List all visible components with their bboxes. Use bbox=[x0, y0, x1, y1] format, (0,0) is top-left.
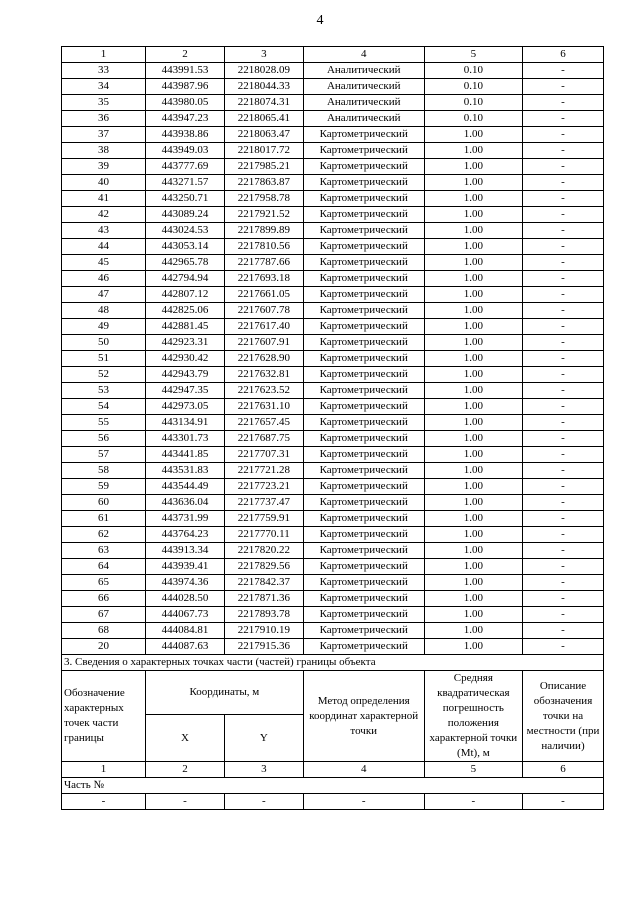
point-number-cell: 60 bbox=[62, 495, 146, 511]
method-cell: Картометрический bbox=[303, 143, 424, 159]
y-header: Y bbox=[224, 715, 303, 762]
x-coordinate-cell: 442881.45 bbox=[146, 319, 225, 335]
section-3-header-row bbox=[62, 671, 604, 715]
y-coordinate-cell: 2217657.45 bbox=[224, 415, 303, 431]
method-cell: Картометрический bbox=[303, 271, 424, 287]
accuracy-cell: 1.00 bbox=[424, 431, 522, 447]
table-row bbox=[62, 367, 604, 383]
table-row bbox=[62, 127, 604, 143]
y-coordinate-cell: 2217863.87 bbox=[224, 175, 303, 191]
accuracy-cell: 1.00 bbox=[424, 527, 522, 543]
method-cell: Картометрический bbox=[303, 223, 424, 239]
description-cell: - bbox=[523, 255, 604, 271]
point-number-cell: 66 bbox=[62, 591, 146, 607]
method-cell: Картометрический bbox=[303, 575, 424, 591]
point-number-cell: 41 bbox=[62, 191, 146, 207]
y-coordinate-cell: 2217607.78 bbox=[224, 303, 303, 319]
table-row bbox=[62, 479, 604, 495]
table-row bbox=[62, 159, 604, 175]
x-coordinate-cell: 443764.23 bbox=[146, 527, 225, 543]
y-coordinate-cell: 2217871.36 bbox=[224, 591, 303, 607]
x-coordinate-cell: 442947.35 bbox=[146, 383, 225, 399]
description-cell: - bbox=[523, 543, 604, 559]
description-cell: - bbox=[523, 527, 604, 543]
y-coordinate-cell: 2217687.75 bbox=[224, 431, 303, 447]
x-coordinate-cell: 443947.23 bbox=[146, 111, 225, 127]
description-cell: - bbox=[523, 591, 604, 607]
table-row bbox=[62, 639, 604, 655]
point-number-cell: 51 bbox=[62, 351, 146, 367]
column-number: 5 bbox=[424, 47, 522, 63]
page-number: 4 bbox=[316, 13, 324, 28]
point-number-cell: 44 bbox=[62, 239, 146, 255]
y-coordinate-cell: 2217631.10 bbox=[224, 399, 303, 415]
empty-data-row bbox=[62, 794, 604, 810]
part-label: Часть № bbox=[62, 778, 604, 794]
table-row bbox=[62, 463, 604, 479]
description-cell: - bbox=[523, 319, 604, 335]
x-coordinate-cell: 443134.91 bbox=[146, 415, 225, 431]
method-cell: Картометрический bbox=[303, 543, 424, 559]
x-coordinate-cell: 444067.73 bbox=[146, 607, 225, 623]
accuracy-cell: 1.00 bbox=[424, 399, 522, 415]
accuracy-cell: 1.00 bbox=[424, 543, 522, 559]
x-coordinate-cell: 443089.24 bbox=[146, 207, 225, 223]
accuracy-cell: 1.00 bbox=[424, 303, 522, 319]
y-coordinate-cell: 2217617.40 bbox=[224, 319, 303, 335]
y-coordinate-cell: 2218017.72 bbox=[224, 143, 303, 159]
accuracy-cell: 1.00 bbox=[424, 639, 522, 655]
description-cell: - bbox=[523, 287, 604, 303]
y-coordinate-cell: 2218074.31 bbox=[224, 95, 303, 111]
description-cell: - bbox=[523, 639, 604, 655]
x-coordinate-cell: 443731.99 bbox=[146, 511, 225, 527]
coordinates-header: Координаты, м bbox=[146, 671, 304, 715]
method-cell: Картометрический bbox=[303, 511, 424, 527]
method-cell: Картометрический bbox=[303, 559, 424, 575]
table-cell: - bbox=[303, 794, 424, 810]
x-coordinate-cell: 443974.36 bbox=[146, 575, 225, 591]
y-coordinate-cell: 2217623.52 bbox=[224, 383, 303, 399]
column-number: 6 bbox=[523, 47, 604, 63]
x-coordinate-cell: 443301.73 bbox=[146, 431, 225, 447]
y-coordinate-cell: 2217721.28 bbox=[224, 463, 303, 479]
column-number: 1 bbox=[62, 47, 146, 63]
point-number-cell: 57 bbox=[62, 447, 146, 463]
accuracy-cell: 1.00 bbox=[424, 559, 522, 575]
method-cell: Картометрический bbox=[303, 207, 424, 223]
method-cell: Картометрический bbox=[303, 623, 424, 639]
table-row bbox=[62, 591, 604, 607]
table-row bbox=[62, 143, 604, 159]
accuracy-header: Средняя квадратическая погрешность положения характерной точки (Мt), м bbox=[424, 671, 522, 762]
point-number-cell: 64 bbox=[62, 559, 146, 575]
y-coordinate-cell: 2218063.47 bbox=[224, 127, 303, 143]
point-designation-header: Обозначение характерных точек части границы bbox=[62, 671, 146, 762]
x-coordinate-cell: 443913.34 bbox=[146, 543, 225, 559]
accuracy-cell: 1.00 bbox=[424, 607, 522, 623]
table-row bbox=[62, 239, 604, 255]
table-row bbox=[62, 175, 604, 191]
description-cell: - bbox=[523, 79, 604, 95]
method-cell: Картометрический bbox=[303, 367, 424, 383]
method-cell: Картометрический bbox=[303, 415, 424, 431]
point-number-cell: 43 bbox=[62, 223, 146, 239]
point-number-cell: 20 bbox=[62, 639, 146, 655]
y-coordinate-cell: 2217632.81 bbox=[224, 367, 303, 383]
method-cell: Картометрический bbox=[303, 239, 424, 255]
accuracy-cell: 0.10 bbox=[424, 79, 522, 95]
x-coordinate-cell: 444028.50 bbox=[146, 591, 225, 607]
y-coordinate-cell: 2217628.90 bbox=[224, 351, 303, 367]
point-number-cell: 46 bbox=[62, 271, 146, 287]
table-row bbox=[62, 415, 604, 431]
table-row bbox=[62, 79, 604, 95]
accuracy-cell: 1.00 bbox=[424, 447, 522, 463]
table-cell: - bbox=[224, 794, 303, 810]
description-cell: - bbox=[523, 399, 604, 415]
description-cell: - bbox=[523, 127, 604, 143]
method-cell: Картометрический bbox=[303, 383, 424, 399]
point-number-cell: 37 bbox=[62, 127, 146, 143]
x-coordinate-cell: 443991.53 bbox=[146, 63, 225, 79]
y-coordinate-cell: 2217737.47 bbox=[224, 495, 303, 511]
method-cell: Аналитический bbox=[303, 79, 424, 95]
accuracy-cell: 1.00 bbox=[424, 207, 522, 223]
description-cell: - bbox=[523, 623, 604, 639]
method-cell: Картометрический bbox=[303, 591, 424, 607]
accuracy-cell: 1.00 bbox=[424, 159, 522, 175]
accuracy-cell: 1.00 bbox=[424, 335, 522, 351]
y-coordinate-cell: 2217810.56 bbox=[224, 239, 303, 255]
x-coordinate-cell: 443441.85 bbox=[146, 447, 225, 463]
method-cell: Аналитический bbox=[303, 63, 424, 79]
table-row bbox=[62, 527, 604, 543]
table-row bbox=[62, 303, 604, 319]
x-coordinate-cell: 443544.49 bbox=[146, 479, 225, 495]
description-cell: - bbox=[523, 175, 604, 191]
table-row bbox=[62, 335, 604, 351]
point-number-cell: 68 bbox=[62, 623, 146, 639]
x-coordinate-cell: 443250.71 bbox=[146, 191, 225, 207]
method-cell: Картометрический bbox=[303, 303, 424, 319]
y-coordinate-cell: 2218044.33 bbox=[224, 79, 303, 95]
accuracy-cell: 0.10 bbox=[424, 63, 522, 79]
description-cell: - bbox=[523, 479, 604, 495]
y-coordinate-cell: 2217921.52 bbox=[224, 207, 303, 223]
y-coordinate-cell: 2217829.56 bbox=[224, 559, 303, 575]
description-cell: - bbox=[523, 143, 604, 159]
method-cell: Картометрический bbox=[303, 447, 424, 463]
y-coordinate-cell: 2218028.09 bbox=[224, 63, 303, 79]
accuracy-cell: 1.00 bbox=[424, 623, 522, 639]
method-cell: Аналитический bbox=[303, 95, 424, 111]
x-coordinate-cell: 443636.04 bbox=[146, 495, 225, 511]
table-cell: - bbox=[62, 794, 146, 810]
table-row bbox=[62, 575, 604, 591]
accuracy-cell: 1.00 bbox=[424, 495, 522, 511]
x-coordinate-cell: 442973.05 bbox=[146, 399, 225, 415]
x-coordinate-cell: 442943.79 bbox=[146, 367, 225, 383]
y-coordinate-cell: 2217787.66 bbox=[224, 255, 303, 271]
method-cell: Картометрический bbox=[303, 431, 424, 447]
column-number: 2 bbox=[146, 762, 225, 778]
y-coordinate-cell: 2217693.18 bbox=[224, 271, 303, 287]
description-cell: - bbox=[523, 495, 604, 511]
point-number-cell: 67 bbox=[62, 607, 146, 623]
column-number: 3 bbox=[224, 47, 303, 63]
description-cell: - bbox=[523, 191, 604, 207]
table-row bbox=[62, 207, 604, 223]
column-number: 4 bbox=[303, 47, 424, 63]
section-3-title: 3. Сведения о характерных точках части (частей) границы объекта bbox=[62, 655, 604, 671]
table-cell: - bbox=[146, 794, 225, 810]
table-row bbox=[62, 95, 604, 111]
accuracy-cell: 1.00 bbox=[424, 463, 522, 479]
x-coordinate-cell: 442923.31 bbox=[146, 335, 225, 351]
accuracy-cell: 1.00 bbox=[424, 415, 522, 431]
description-cell: - bbox=[523, 431, 604, 447]
description-cell: - bbox=[523, 415, 604, 431]
y-coordinate-cell: 2217661.05 bbox=[224, 287, 303, 303]
description-cell: - bbox=[523, 559, 604, 575]
column-number: 3 bbox=[224, 762, 303, 778]
x-coordinate-cell: 443271.57 bbox=[146, 175, 225, 191]
accuracy-cell: 1.00 bbox=[424, 367, 522, 383]
x-coordinate-cell: 442807.12 bbox=[146, 287, 225, 303]
description-cell: - bbox=[523, 95, 604, 111]
description-cell: - bbox=[523, 367, 604, 383]
x-coordinate-cell: 443980.05 bbox=[146, 95, 225, 111]
description-cell: - bbox=[523, 159, 604, 175]
accuracy-cell: 1.00 bbox=[424, 223, 522, 239]
point-number-cell: 48 bbox=[62, 303, 146, 319]
table-cell: - bbox=[523, 794, 604, 810]
y-coordinate-cell: 2217820.22 bbox=[224, 543, 303, 559]
description-header: Описание обозначения точки на местности (при наличии) bbox=[523, 671, 604, 762]
point-number-cell: 42 bbox=[62, 207, 146, 223]
point-number-cell: 45 bbox=[62, 255, 146, 271]
point-number-cell: 35 bbox=[62, 95, 146, 111]
table-row bbox=[62, 447, 604, 463]
method-cell: Картометрический bbox=[303, 255, 424, 271]
accuracy-cell: 1.00 bbox=[424, 191, 522, 207]
point-number-cell: 52 bbox=[62, 367, 146, 383]
column-number-row bbox=[62, 47, 604, 63]
table-row bbox=[62, 543, 604, 559]
description-cell: - bbox=[523, 303, 604, 319]
method-cell: Картометрический bbox=[303, 495, 424, 511]
y-coordinate-cell: 2217910.19 bbox=[224, 623, 303, 639]
point-number-cell: 65 bbox=[62, 575, 146, 591]
method-cell: Картометрический bbox=[303, 607, 424, 623]
x-coordinate-cell: 444084.81 bbox=[146, 623, 225, 639]
accuracy-cell: 1.00 bbox=[424, 175, 522, 191]
description-cell: - bbox=[523, 607, 604, 623]
description-cell: - bbox=[523, 447, 604, 463]
y-coordinate-cell: 2217893.78 bbox=[224, 607, 303, 623]
table-row bbox=[62, 495, 604, 511]
table-row bbox=[62, 223, 604, 239]
column-number: 6 bbox=[523, 762, 604, 778]
table-row bbox=[62, 191, 604, 207]
column-number: 4 bbox=[303, 762, 424, 778]
point-number-cell: 56 bbox=[62, 431, 146, 447]
x-coordinate-cell: 443531.83 bbox=[146, 463, 225, 479]
part-label-row bbox=[62, 778, 604, 794]
table-row bbox=[62, 607, 604, 623]
accuracy-cell: 1.00 bbox=[424, 591, 522, 607]
description-cell: - bbox=[523, 575, 604, 591]
table-row bbox=[62, 623, 604, 639]
point-number-cell: 55 bbox=[62, 415, 146, 431]
y-coordinate-cell: 2217958.78 bbox=[224, 191, 303, 207]
point-number-cell: 40 bbox=[62, 175, 146, 191]
point-number-cell: 33 bbox=[62, 63, 146, 79]
method-header: Метод определения координат характерной точки bbox=[303, 671, 424, 762]
method-cell: Картометрический bbox=[303, 527, 424, 543]
section-3-number-row bbox=[62, 762, 604, 778]
method-cell: Аналитический bbox=[303, 111, 424, 127]
table-cell: - bbox=[424, 794, 522, 810]
x-coordinate-cell: 443949.03 bbox=[146, 143, 225, 159]
point-number-cell: 49 bbox=[62, 319, 146, 335]
point-number-cell: 63 bbox=[62, 543, 146, 559]
description-cell: - bbox=[523, 271, 604, 287]
column-number: 2 bbox=[146, 47, 225, 63]
x-header: X bbox=[146, 715, 225, 762]
y-coordinate-cell: 2217607.91 bbox=[224, 335, 303, 351]
point-number-cell: 58 bbox=[62, 463, 146, 479]
x-coordinate-cell: 444087.63 bbox=[146, 639, 225, 655]
table-row bbox=[62, 511, 604, 527]
y-coordinate-cell: 2217985.21 bbox=[224, 159, 303, 175]
table-row bbox=[62, 399, 604, 415]
accuracy-cell: 1.00 bbox=[424, 143, 522, 159]
description-cell: - bbox=[523, 207, 604, 223]
table-row bbox=[62, 559, 604, 575]
y-coordinate-cell: 2217723.21 bbox=[224, 479, 303, 495]
accuracy-cell: 0.10 bbox=[424, 111, 522, 127]
x-coordinate-cell: 443024.53 bbox=[146, 223, 225, 239]
description-cell: - bbox=[523, 239, 604, 255]
description-cell: - bbox=[523, 463, 604, 479]
accuracy-cell: 1.00 bbox=[424, 575, 522, 591]
description-cell: - bbox=[523, 223, 604, 239]
y-coordinate-cell: 2217899.89 bbox=[224, 223, 303, 239]
point-number-cell: 59 bbox=[62, 479, 146, 495]
x-coordinate-cell: 442794.94 bbox=[146, 271, 225, 287]
point-number-cell: 54 bbox=[62, 399, 146, 415]
point-number-cell: 34 bbox=[62, 79, 146, 95]
table-row bbox=[62, 111, 604, 127]
method-cell: Картометрический bbox=[303, 319, 424, 335]
point-number-cell: 62 bbox=[62, 527, 146, 543]
method-cell: Картометрический bbox=[303, 463, 424, 479]
y-coordinate-cell: 2217915.36 bbox=[224, 639, 303, 655]
x-coordinate-cell: 442930.42 bbox=[146, 351, 225, 367]
description-cell: - bbox=[523, 511, 604, 527]
y-coordinate-cell: 2218065.41 bbox=[224, 111, 303, 127]
accuracy-cell: 1.00 bbox=[424, 255, 522, 271]
table-row bbox=[62, 383, 604, 399]
y-coordinate-cell: 2217707.31 bbox=[224, 447, 303, 463]
point-number-cell: 53 bbox=[62, 383, 146, 399]
x-coordinate-cell: 443939.41 bbox=[146, 559, 225, 575]
method-cell: Картометрический bbox=[303, 287, 424, 303]
accuracy-cell: 0.10 bbox=[424, 95, 522, 111]
table-row bbox=[62, 319, 604, 335]
method-cell: Картометрический bbox=[303, 479, 424, 495]
method-cell: Картометрический bbox=[303, 335, 424, 351]
x-coordinate-cell: 443777.69 bbox=[146, 159, 225, 175]
description-cell: - bbox=[523, 335, 604, 351]
table-row bbox=[62, 271, 604, 287]
accuracy-cell: 1.00 bbox=[424, 287, 522, 303]
accuracy-cell: 1.00 bbox=[424, 239, 522, 255]
y-coordinate-cell: 2217759.91 bbox=[224, 511, 303, 527]
point-number-cell: 38 bbox=[62, 143, 146, 159]
description-cell: - bbox=[523, 63, 604, 79]
column-number: 5 bbox=[424, 762, 522, 778]
point-number-cell: 36 bbox=[62, 111, 146, 127]
table-row bbox=[62, 63, 604, 79]
description-cell: - bbox=[523, 351, 604, 367]
column-number: 1 bbox=[62, 762, 146, 778]
point-number-cell: 50 bbox=[62, 335, 146, 351]
accuracy-cell: 1.00 bbox=[424, 271, 522, 287]
method-cell: Картометрический bbox=[303, 639, 424, 655]
method-cell: Картометрический bbox=[303, 127, 424, 143]
y-coordinate-cell: 2217770.11 bbox=[224, 527, 303, 543]
table-row bbox=[62, 255, 604, 271]
accuracy-cell: 1.00 bbox=[424, 479, 522, 495]
table-row bbox=[62, 351, 604, 367]
x-coordinate-cell: 442825.06 bbox=[146, 303, 225, 319]
table-row bbox=[62, 431, 604, 447]
method-cell: Картометрический bbox=[303, 175, 424, 191]
accuracy-cell: 1.00 bbox=[424, 127, 522, 143]
description-cell: - bbox=[523, 111, 604, 127]
coordinates-table bbox=[61, 46, 604, 810]
description-cell: - bbox=[523, 383, 604, 399]
point-number-cell: 47 bbox=[62, 287, 146, 303]
accuracy-cell: 1.00 bbox=[424, 383, 522, 399]
point-number-cell: 61 bbox=[62, 511, 146, 527]
x-coordinate-cell: 443987.96 bbox=[146, 79, 225, 95]
table-row bbox=[62, 287, 604, 303]
y-coordinate-cell: 2217842.37 bbox=[224, 575, 303, 591]
x-coordinate-cell: 443938.86 bbox=[146, 127, 225, 143]
x-coordinate-cell: 442965.78 bbox=[146, 255, 225, 271]
method-cell: Картометрический bbox=[303, 399, 424, 415]
accuracy-cell: 1.00 bbox=[424, 351, 522, 367]
x-coordinate-cell: 443053.14 bbox=[146, 239, 225, 255]
method-cell: Картометрический bbox=[303, 159, 424, 175]
method-cell: Картометрический bbox=[303, 351, 424, 367]
accuracy-cell: 1.00 bbox=[424, 511, 522, 527]
section-3-title-row bbox=[62, 655, 604, 671]
method-cell: Картометрический bbox=[303, 191, 424, 207]
point-number-cell: 39 bbox=[62, 159, 146, 175]
accuracy-cell: 1.00 bbox=[424, 319, 522, 335]
